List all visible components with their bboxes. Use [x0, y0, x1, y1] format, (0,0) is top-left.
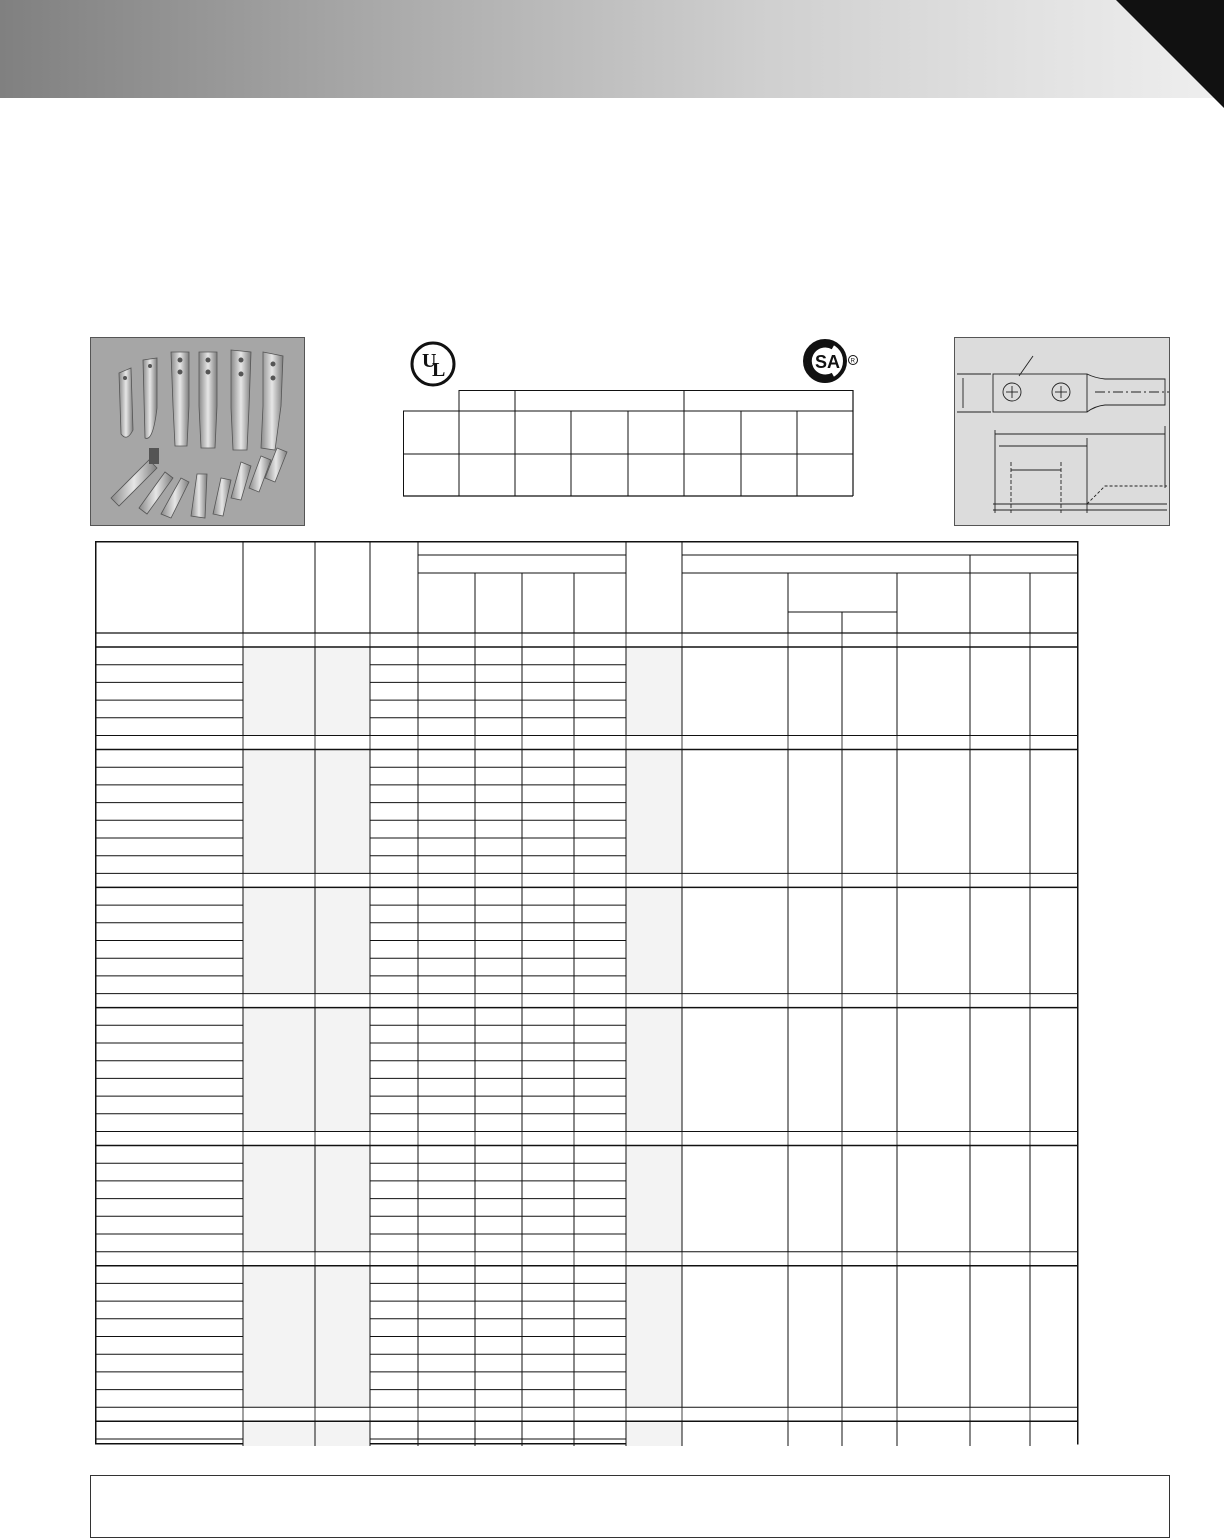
merged-cell-shade: [626, 888, 682, 993]
merged-cell-shade: [626, 751, 682, 874]
specification-table: [95, 541, 1080, 1446]
merged-cell-shade: [626, 1422, 682, 1446]
merged-cell-blank: [682, 1009, 1077, 1132]
footnote-box: [90, 1475, 1170, 1538]
svg-text:R: R: [850, 358, 855, 365]
dimension-drawing: [954, 337, 1170, 526]
merged-cell-shade: [243, 1147, 370, 1252]
merged-cell-shade: [243, 1422, 370, 1446]
merged-cell-blank: [682, 1267, 1077, 1408]
svg-text:L: L: [432, 359, 446, 381]
merged-cell-blank: [682, 888, 1077, 993]
merged-cell-shade: [243, 751, 370, 874]
product-photo: [90, 337, 305, 526]
merged-cell-shade: [243, 648, 370, 736]
merged-cell-shade: [626, 1267, 682, 1408]
merged-cell-shade: [243, 888, 370, 993]
header-band: [0, 0, 1224, 98]
crimp-tool-table: [403, 390, 855, 498]
merged-cell-shade: [626, 1009, 682, 1132]
svg-text:U: U: [422, 350, 437, 372]
ul-listed-icon: [409, 340, 457, 388]
csa-certified-icon: [803, 339, 859, 385]
merged-cell-blank: [682, 648, 1077, 736]
merged-cell-shade: [626, 1147, 682, 1252]
merged-cell-blank: [682, 751, 1077, 874]
merged-cell-shade: [243, 1009, 370, 1132]
merged-cell-shade: [243, 1267, 370, 1408]
merged-cell-shade: [626, 648, 682, 736]
merged-cell-blank: [682, 1147, 1077, 1252]
svg-text:SA: SA: [815, 352, 841, 372]
merged-cell-blank: [682, 1422, 1077, 1446]
